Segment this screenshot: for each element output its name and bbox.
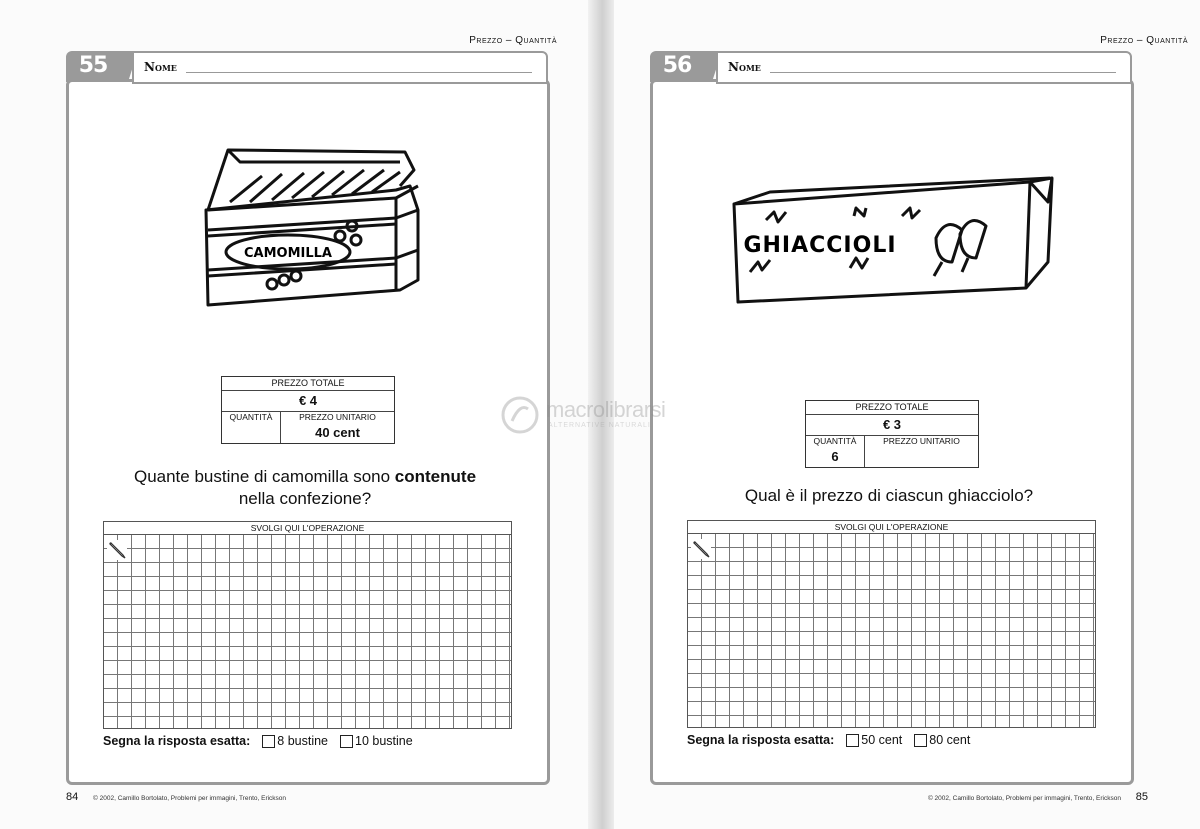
exercise-number: 55 bbox=[78, 53, 108, 78]
ice-lolly-label: GHIACCIOLI bbox=[743, 233, 897, 258]
quantity-value: 6 bbox=[831, 449, 839, 464]
exercise-number: 56 bbox=[662, 53, 692, 78]
name-label: Nome bbox=[728, 60, 761, 74]
quantity-value[interactable] bbox=[222, 423, 280, 443]
chamomile-box-illustration bbox=[200, 140, 430, 315]
copyright: © 2002, Camillo Bortolato, Problemi per immagini, Trento, Erickson bbox=[93, 795, 287, 802]
work-area-title: SVOLGI QUI L'OPERAZIONE bbox=[104, 522, 511, 535]
exercise-number-tab bbox=[66, 51, 128, 82]
name-field[interactable] bbox=[132, 51, 548, 84]
question: Quante bustine di camomilla sono contenute nella confezione? bbox=[133, 467, 477, 508]
total-price-value: € 3 bbox=[806, 415, 978, 436]
watermark-logo-icon bbox=[500, 395, 540, 435]
answer-option-1[interactable]: 50 cent bbox=[846, 733, 902, 747]
checkbox[interactable] bbox=[340, 735, 353, 748]
footer bbox=[928, 791, 1148, 803]
unit-price-value[interactable] bbox=[865, 447, 978, 467]
work-area-title: SVOLGI QUI L'OPERAZIONE bbox=[688, 521, 1095, 534]
total-price-label: PREZZO TOTALE bbox=[222, 377, 394, 391]
total-price-label: PREZZO TOTALE bbox=[806, 401, 978, 415]
answer-option-2[interactable]: 80 cent bbox=[914, 733, 970, 747]
copyright: © 2002, Camillo Bortolato, Problemi per immagini, Trento, Erickson bbox=[927, 795, 1121, 802]
exercise-number-tab bbox=[650, 51, 712, 82]
unit-price-value: 40 cent bbox=[315, 425, 360, 440]
price-table bbox=[221, 376, 395, 444]
name-field[interactable] bbox=[716, 51, 1132, 84]
total-price-value: € 4 bbox=[222, 391, 394, 412]
pencil-icon bbox=[107, 540, 127, 560]
work-grid[interactable] bbox=[688, 534, 1095, 727]
page-number: 85 bbox=[1135, 791, 1148, 803]
checkbox[interactable] bbox=[846, 734, 859, 747]
unit-price-label: PREZZO UNITARIO bbox=[883, 436, 960, 446]
answer-label: Segna la risposta esatta: bbox=[103, 734, 251, 748]
answer-choices bbox=[103, 734, 413, 748]
price-table bbox=[805, 400, 979, 468]
name-line bbox=[770, 72, 1116, 73]
quantity-label: QUANTITÀ bbox=[229, 412, 273, 422]
work-grid[interactable] bbox=[104, 535, 511, 728]
work-area[interactable] bbox=[687, 520, 1096, 728]
work-area[interactable] bbox=[103, 521, 512, 729]
quantity-label: QUANTITÀ bbox=[813, 436, 857, 446]
answer-option-2[interactable]: 10 bustine bbox=[340, 734, 413, 748]
watermark-text: macrolibrarsi bbox=[546, 397, 666, 422]
chamomile-label: CAMOMILLA bbox=[244, 246, 332, 261]
unit-price-label: PREZZO UNITARIO bbox=[299, 412, 376, 422]
name-label: Nome bbox=[144, 60, 177, 74]
question-emphasis: contenute bbox=[394, 467, 477, 486]
running-header: Prezzo – Quantità bbox=[469, 35, 557, 46]
watermark-subtitle: ALTERNATIVE NATURALI bbox=[548, 422, 651, 429]
ice-lolly-box-illustration bbox=[730, 172, 1060, 307]
answer-label: Segna la risposta esatta: bbox=[687, 733, 835, 747]
name-line bbox=[186, 72, 532, 73]
page-number: 84 bbox=[66, 791, 79, 803]
answer-option-1[interactable]: 8 bustine bbox=[262, 734, 328, 748]
pencil-icon bbox=[691, 539, 711, 559]
running-header: Prezzo – Quantità bbox=[1100, 35, 1188, 46]
checkbox[interactable] bbox=[914, 734, 927, 747]
footer bbox=[66, 791, 286, 803]
answer-choices bbox=[687, 733, 970, 747]
watermark bbox=[500, 395, 710, 435]
checkbox[interactable] bbox=[262, 735, 275, 748]
question: Qual è il prezzo di ciascun ghiacciolo? bbox=[744, 486, 1034, 505]
